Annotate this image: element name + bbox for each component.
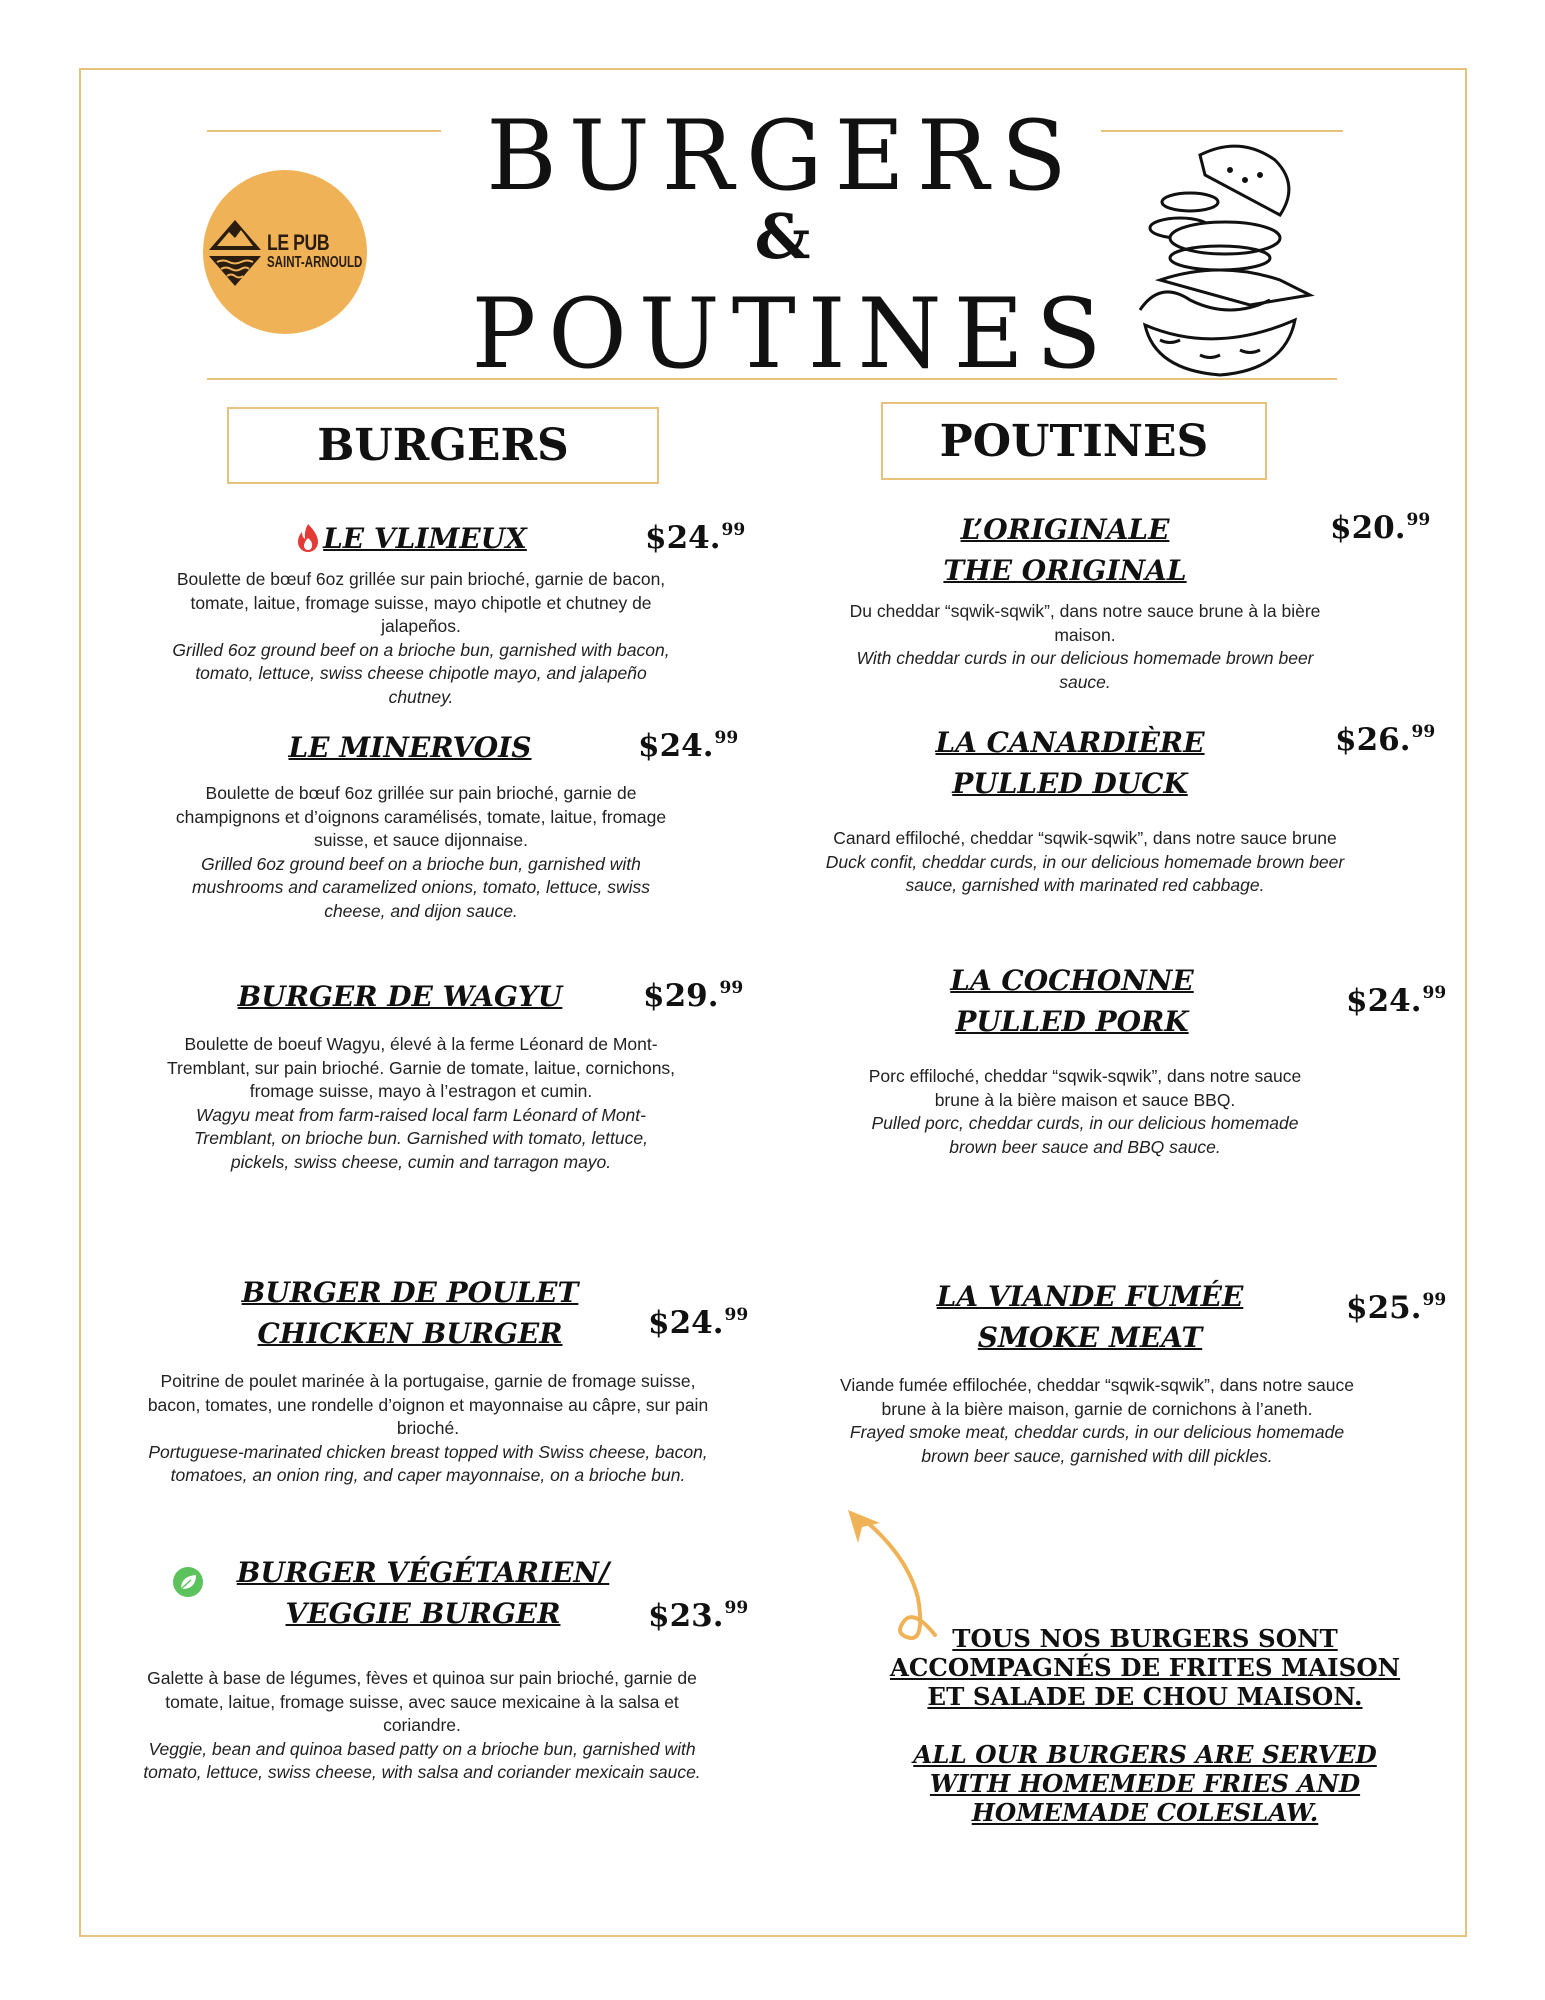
item-name-line: SMOKE MEAT — [977, 1321, 1203, 1354]
item-price — [1335, 722, 1435, 758]
description-fr: Boulette de boeuf Wagyu, élevé à la ferme Léonard de Mont-Tremblant, sur pain brioché. Garnie de tomate, laitue, cornichons, fromage suisse, mayo à l’estragon et cumin. — [166, 1034, 676, 1102]
item-name-line: LA COCHONNE — [950, 964, 1194, 997]
description-fr: Poitrine de poulet marinée à la portugaise, garnie de fromage suisse, bacon, tomates, une rondelle d’oignon et mayonnaise au câpre, sur pain brioché. — [147, 1371, 709, 1439]
item-description — [143, 1370, 713, 1488]
price-cents: 99 — [724, 1598, 749, 1618]
mountain-lake-icon — [207, 218, 263, 288]
description-fr: Viande fumée effilochée, cheddar “sqwik-sqwik”, dans notre sauce brune à la bière maison, garnie de cornichons à l’aneth. — [840, 1375, 1354, 1419]
page-title: BURGERS — [486, 100, 1079, 212]
item-price — [643, 978, 743, 1014]
item-name-line: CHICKEN BURGER — [257, 1317, 563, 1350]
price-main: $23. — [648, 1598, 724, 1634]
page-title-ampersand: & — [754, 200, 811, 273]
price-main: $20. — [1330, 510, 1406, 546]
description-fr: Porc effiloché, cheddar “sqwik-sqwik”, dans notre sauce brune à la bière maison et sauce BBQ. — [868, 1066, 1302, 1110]
description-en: Grilled 6oz ground beef on a brioche bun, garnished with mushrooms and caramelized onions, tomato, lettuce, swiss cheese, and dijon sauce. — [191, 853, 651, 921]
section-header-poutines — [881, 402, 1267, 480]
item-price — [645, 520, 745, 556]
description-fr: Canard effiloché, cheddar “sqwik-sqwik”, dans notre sauce brune — [833, 828, 1337, 848]
price-cents: 99 — [721, 520, 746, 540]
price-cents: 99 — [714, 728, 739, 748]
item-name — [175, 518, 675, 559]
description-fr: Galette à base de légumes, fèves et quinoa sur pain brioché, garnie de tomate, laitue, fromage suisse, avec sauce mexicaine à la salsa et coriandre. — [147, 1668, 697, 1736]
description-en: Portuguese-marinated chicken breast topped with Swiss cheese, bacon, tomatoes, an onion ring, and caper mayonnaise, on a brioche bun. — [148, 1441, 708, 1486]
item-price — [1346, 1290, 1446, 1326]
description-fr: Boulette de bœuf 6oz grillée sur pain brioché, garnie de bacon, tomate, laitue, fromage suisse, mayo chipotle et chutney de jalapeños. — [176, 569, 666, 637]
item-name-line: LA CANARDIÈRE — [935, 726, 1205, 759]
fire-icon — [292, 522, 324, 554]
price-cents: 99 — [724, 1305, 749, 1325]
item-description — [827, 1374, 1367, 1468]
price-main: $26. — [1335, 722, 1411, 758]
logo-text-line2: SAINT-ARNOULD — [267, 254, 363, 271]
price-main: $24. — [1346, 983, 1422, 1019]
sides-note — [880, 1624, 1410, 1827]
item-description — [815, 827, 1355, 898]
item-description — [840, 600, 1330, 694]
description-en: Pulled porc, cheddar curds, in our delicious homemade brown beer sauce and BBQ sauce. — [871, 1113, 1299, 1157]
price-cents: 99 — [1422, 1290, 1447, 1310]
item-price — [648, 1305, 748, 1341]
sides-note-en: ALL OUR BURGERS ARE SERVED WITH HOMEMEDE FRIES AND HOMEMADE COLESLAW. — [913, 1740, 1377, 1827]
item-name-line: THE ORIGINAL — [943, 554, 1187, 587]
section-title: BURGERS — [317, 420, 569, 471]
description-en: Duck confit, cheddar curds, in our delicious homemade brown beer sauce, garnished with marinated red cabbage. — [825, 851, 1345, 896]
item-name-line: BURGER DE POULET — [241, 1276, 579, 1309]
price-cents: 99 — [719, 978, 744, 998]
price-main: $24. — [648, 1305, 724, 1341]
item-price — [1330, 510, 1430, 546]
item-name-line: LE VLIMEUX — [323, 522, 527, 555]
item-name — [822, 960, 1322, 1042]
item-name — [173, 1552, 673, 1634]
section-header-burgers — [227, 407, 659, 484]
item-name — [820, 722, 1320, 804]
pub-logo — [203, 170, 367, 334]
item-name — [815, 509, 1315, 591]
item-name-line: LE MINERVOIS — [288, 731, 532, 764]
description-en: Frayed smoke meat, cheddar curds, in our delicious homemade brown beer sauce, garnished with dill pickles. — [849, 1422, 1345, 1466]
description-en: Veggie, bean and quinoa based patty on a brioche bun, garnished with tomato, lettuce, swiss cheese, with salsa and coriander mexicain sauce. — [143, 1738, 701, 1783]
item-description — [161, 568, 681, 710]
sides-note-fr: TOUS NOS BURGERS SONT ACCOMPAGNÉS DE FRITES MAISON ET SALADE DE CHOU MAISON. — [889, 1624, 1401, 1711]
item-name-line: L’ORIGINALE — [960, 513, 1170, 546]
page-subtitle: POUTINES — [471, 278, 1114, 390]
item-name-line: PULLED DUCK — [952, 767, 1188, 800]
burger-illustration-icon — [1120, 140, 1320, 385]
item-name-line: BURGER DE WAGYU — [237, 980, 563, 1013]
price-cents: 99 — [1411, 722, 1436, 742]
section-title: POUTINES — [939, 415, 1209, 467]
description-en: Grilled 6oz ground beef on a brioche bun, garnished with bacon, tomato, lettuce, swiss cheese chipotle mayo, and jalapeño chutney. — [172, 639, 670, 707]
item-name — [160, 727, 660, 768]
description-en: With cheddar curds in our delicious homemade brown beer sauce. — [856, 648, 1314, 692]
price-main: $29. — [643, 978, 719, 1014]
price-main: $24. — [645, 520, 721, 556]
item-description — [166, 1033, 676, 1175]
item-description — [161, 782, 681, 924]
item-price — [1346, 983, 1446, 1019]
item-name-line: VEGGIE BURGER — [285, 1597, 561, 1630]
leaf-icon — [172, 1566, 204, 1598]
item-description — [855, 1065, 1315, 1159]
description-en: Wagyu meat from farm-raised local farm Léonard of Mont-Tremblant, on brioche bun. Garnished with tomato, lettuce, pickels, swiss cheese, cumin and tarragon mayo. — [194, 1104, 648, 1172]
item-name — [160, 1272, 660, 1354]
item-price — [638, 728, 738, 764]
price-main: $24. — [638, 728, 714, 764]
item-name — [150, 976, 650, 1017]
item-name-line: BURGER VÉGÉTARIEN/ — [236, 1556, 610, 1589]
logo-text-line1: LE PUB — [267, 230, 330, 255]
item-name — [840, 1276, 1340, 1358]
description-fr: Du cheddar “sqwik-sqwik”, dans notre sauce brune à la bière maison. — [849, 601, 1321, 645]
price-main: $25. — [1346, 1290, 1422, 1326]
description-fr: Boulette de bœuf 6oz grillée sur pain brioché, garnie de champignons et d’oignons caramélisés, tomate, laitue, fromage suisse, et sauce dijonnaise. — [175, 783, 667, 851]
item-price — [648, 1598, 748, 1634]
price-cents: 99 — [1406, 510, 1431, 530]
item-description — [137, 1667, 707, 1785]
item-name-line: PULLED PORK — [955, 1005, 1189, 1038]
item-name-line: LA VIANDE FUMÉE — [936, 1280, 1244, 1313]
price-cents: 99 — [1422, 983, 1447, 1003]
